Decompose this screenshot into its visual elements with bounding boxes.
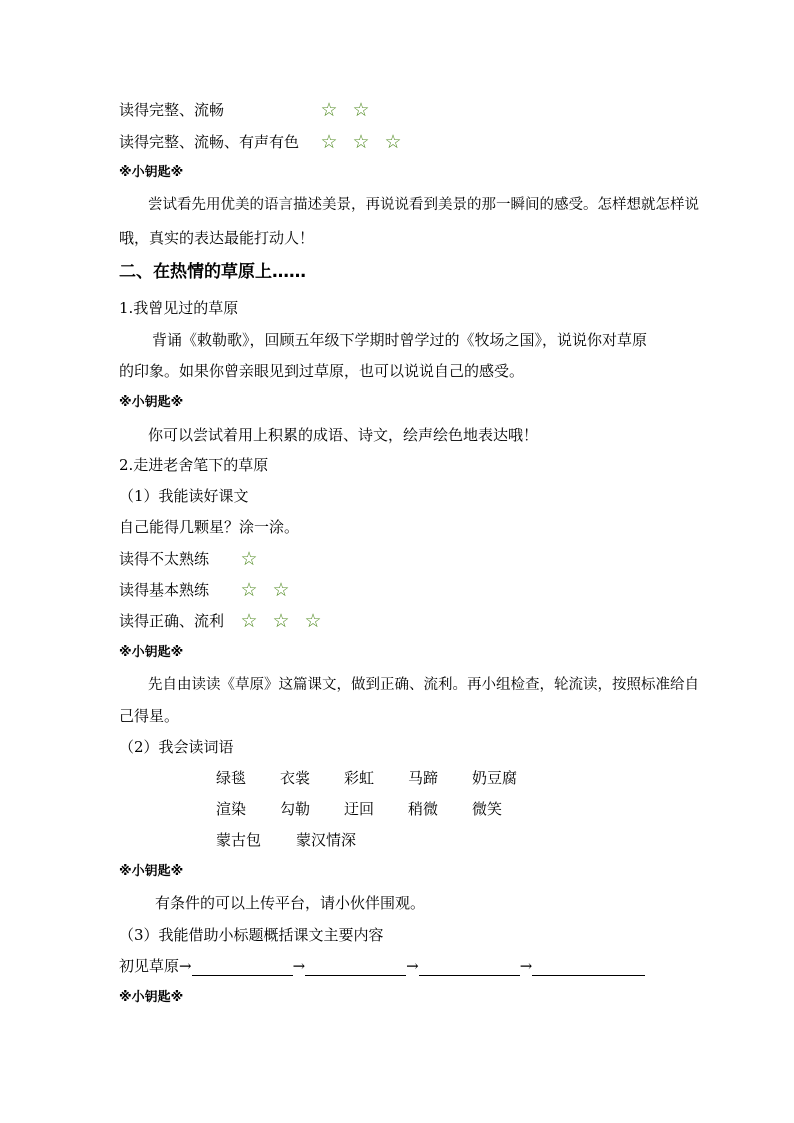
item-title: 1.我曾见过的草原 [119, 299, 239, 317]
star-icon[interactable]: ☆ [240, 548, 258, 570]
fill-blank[interactable] [532, 959, 645, 976]
star-icon[interactable]: ☆ [304, 610, 322, 632]
vocab-word: 渲染 [216, 800, 247, 818]
paragraph-text: 的印象。如果你曾亲眼见到过草原，也可以说说自己的感受。 [119, 362, 525, 380]
sub-title: （1）我能读好课文 [119, 487, 249, 505]
tip-label: ※小钥匙※ [119, 864, 184, 879]
question-text: 自己能得几颗星？涂一涂。 [119, 518, 300, 536]
vocab-word: 奶豆腐 [472, 769, 518, 787]
rating-row-label: 读得正确、流利 [119, 612, 225, 630]
star-icon[interactable]: ☆ [272, 610, 290, 632]
tip-text: 有条件的可以上传平台，请小伙伴围观。 [155, 894, 426, 912]
vocab-word: 马蹄 [408, 769, 439, 787]
vocab-word: 勾勒 [280, 800, 311, 818]
tip-label: ※小钥匙※ [119, 395, 184, 410]
vocab-word: 衣裳 [280, 769, 311, 787]
tip-text: 尝试看先用优美的语言描述美景，再说说看到美景的那一瞬间的感受。怎样想就怎样说 [148, 197, 699, 213]
star-group [238, 580, 302, 600]
tip-text: 哦，真实的表达最能打动人！ [119, 229, 315, 247]
star-icon[interactable]: ☆ [320, 99, 338, 121]
vocab-word: 微笑 [472, 800, 503, 818]
star-group [238, 611, 334, 631]
section-heading: 二、在热情的草原上…… [119, 262, 306, 282]
rating-row-label: 读得完整、流畅、有声有色 [119, 133, 300, 151]
star-icon[interactable]: ☆ [352, 99, 370, 121]
star-group [238, 549, 270, 569]
vocab-word: 蒙古包 [216, 831, 262, 849]
fill-blank[interactable] [192, 959, 293, 976]
sub-title: （2）我会读词语 [119, 738, 234, 756]
arrow-icon: → [179, 957, 192, 975]
tip-text: 你可以尝试着用上积累的成语、诗文，绘声绘色地表达哦！ [148, 426, 539, 444]
arrow-icon: → [292, 957, 306, 975]
fill-blank[interactable] [419, 959, 520, 976]
star-icon[interactable]: ☆ [320, 131, 338, 153]
flow-start-label: 初见草原 [119, 957, 180, 975]
tip-label: ※小钥匙※ [119, 645, 184, 660]
rating-row-label: 读得完整、流畅 [119, 101, 225, 119]
summary-flow [119, 956, 679, 976]
star-icon[interactable]: ☆ [384, 131, 402, 153]
tip-text: 先自由读读《草原》这篇课文，做到正确、流利。再小组检查，轮流读，按照标准给自 [148, 677, 699, 693]
vocab-word: 蒙汉情深 [296, 831, 357, 849]
star-icon[interactable]: ☆ [240, 610, 258, 632]
fill-blank[interactable] [305, 959, 406, 976]
rating-row-label: 读得不太熟练 [119, 550, 210, 568]
vocab-word: 迂回 [344, 800, 375, 818]
arrow-icon: → [519, 957, 533, 975]
vocab-word: 稍微 [408, 800, 439, 818]
vocab-word: 彩虹 [344, 769, 375, 787]
star-icon[interactable]: ☆ [352, 131, 370, 153]
tip-label: ※小钥匙※ [119, 990, 184, 1005]
rating-row-label: 读得基本熟练 [119, 581, 210, 599]
tip-label: ※小钥匙※ [119, 165, 184, 180]
paragraph-text: 背诵《敕勒歌》，回顾五年级下学期时曾学过的《牧场之国》，说说你对草原 [152, 331, 648, 349]
tip-text: 己得星。 [119, 707, 180, 725]
star-group [318, 100, 382, 120]
vocab-word: 绿毯 [216, 769, 247, 787]
star-icon[interactable]: ☆ [240, 579, 258, 601]
star-icon[interactable]: ☆ [272, 579, 290, 601]
sub-title: （3）我能借助小标题概括课文主要内容 [119, 926, 384, 944]
arrow-icon: → [406, 957, 419, 975]
item-title: 2.走进老舍笔下的草原 [119, 456, 269, 474]
star-group [318, 132, 414, 152]
